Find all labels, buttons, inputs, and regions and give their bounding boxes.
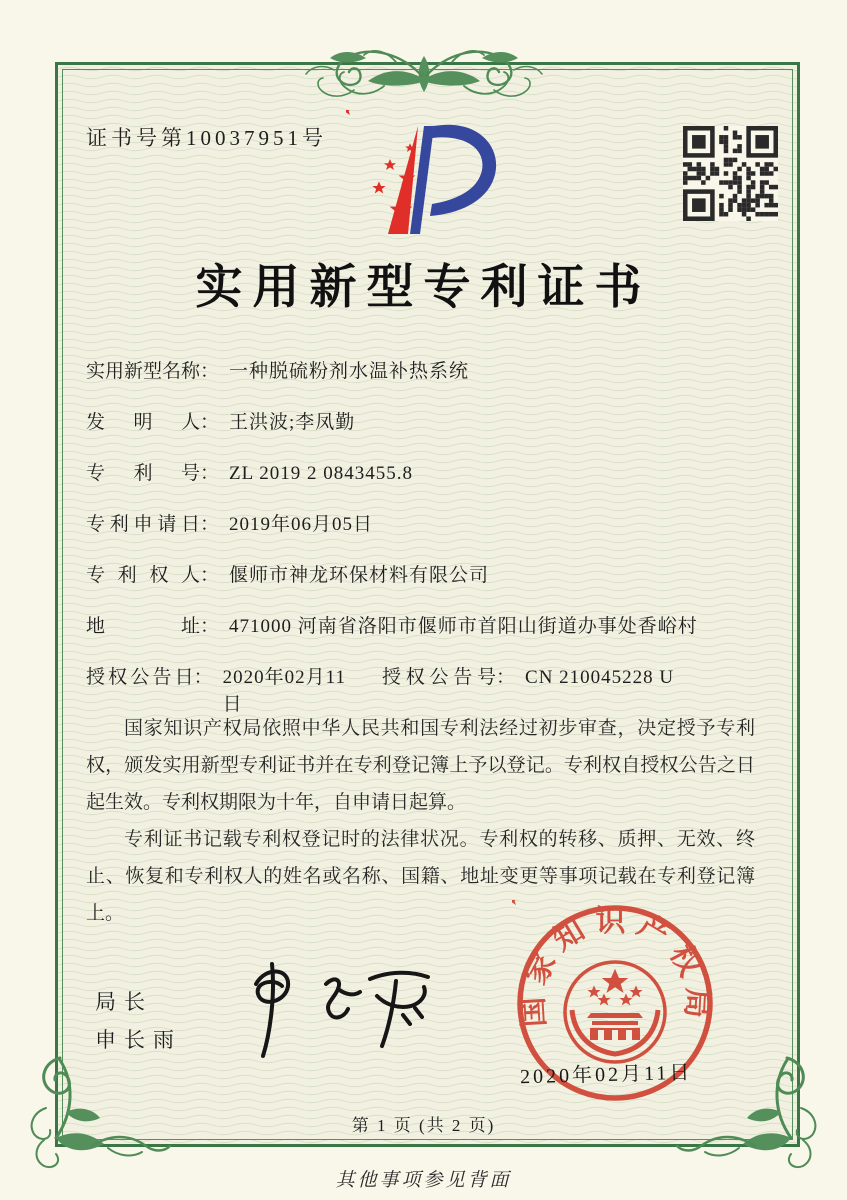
field-label: 专利权人	[86, 565, 200, 586]
commissioner-title: 局长	[95, 990, 153, 1014]
field-grant-row	[86, 662, 755, 713]
field-value: 471000 河南省洛阳市偃师市首阳山街道办事处香峪村	[229, 616, 698, 637]
legal-paragraph-1: 国家知识产权局依照中华人民共和国专利法经过初步审查，决定授予专利权，颁发实用新型专利证书并在专利登记簿上予以登记。专利权自授权公告之日起生效。专利权期限为十年，自申请日起算。	[86, 718, 755, 813]
field-value: 偃师市神龙环保材料有限公司	[229, 565, 490, 586]
field-label: 授权公告号	[382, 667, 496, 688]
field-label: 地址	[86, 616, 200, 637]
field-label: 实用新型名称	[86, 361, 201, 382]
field-label: 专利申请日	[86, 514, 200, 535]
field-value: 一种脱硫粉剂水温补热系统	[229, 361, 470, 382]
back-side-note: 其他事项参见背面	[335, 1170, 512, 1191]
field-value: 2019年06月05日	[229, 514, 374, 535]
seal-date: 2020年02月11日	[519, 1061, 693, 1089]
field-patent-number: 专利号 ： ZL 2019 2 0843455.8	[86, 458, 755, 509]
field-value: 2020年02月11日	[222, 667, 346, 715]
field-value: CN 210045228 U	[525, 667, 675, 688]
commissioner-name: 申长雨	[95, 1028, 182, 1052]
legal-text	[86, 710, 755, 932]
field-value: 王洪波;李凤勤	[229, 412, 356, 433]
field-list	[86, 356, 755, 713]
field-label: 授权公告日	[86, 667, 194, 688]
field-filing-date: 专利申请日 ： 2019年06月05日	[86, 509, 755, 560]
signature-handwriting	[228, 952, 443, 1067]
field-inventor: 发明人 ： 王洪波;李凤勤	[86, 407, 755, 458]
svg-text:国家知识产权局	[516, 905, 714, 1028]
field-value: ZL 2019 2 0843455.8	[229, 463, 414, 484]
field-utility-model-name: 实用新型名称 ： 一种脱硫粉剂水温补热系统	[86, 356, 755, 407]
field-label: 专利号	[86, 463, 200, 484]
qr-code	[683, 126, 778, 221]
page-number: 第 1 页 (共 2 页)	[351, 1116, 496, 1135]
certificate-number: 证书号第10037951号	[86, 126, 327, 150]
certificate-title: 实用新型专利证书	[195, 262, 652, 314]
field-grant-number: 授权公告号 ： CN 210045228 U	[382, 662, 674, 689]
top-flourish-ornament	[304, 34, 544, 118]
seal-text: 国家知识产权局	[516, 904, 714, 1028]
field-patentee: 专利权人 ： 偃师市神龙环保材料有限公司	[86, 560, 755, 611]
field-grant-date: 授权公告日 ： 2020年02月11日	[86, 662, 358, 716]
cnipa-logo-icon	[346, 110, 506, 242]
legal-paragraph-2: 专利证书记载专利权登记时的法律状况。专利权的转移、质押、无效、终止、恢复和专利权人的姓名或名称、国籍、地址变更等事项记载在专利登记簿上。	[86, 829, 755, 924]
field-address: 地址 ： 471000 河南省洛阳市偃师市首阳山街道办事处香峪村	[86, 611, 755, 662]
field-label: 发明人	[86, 412, 200, 433]
